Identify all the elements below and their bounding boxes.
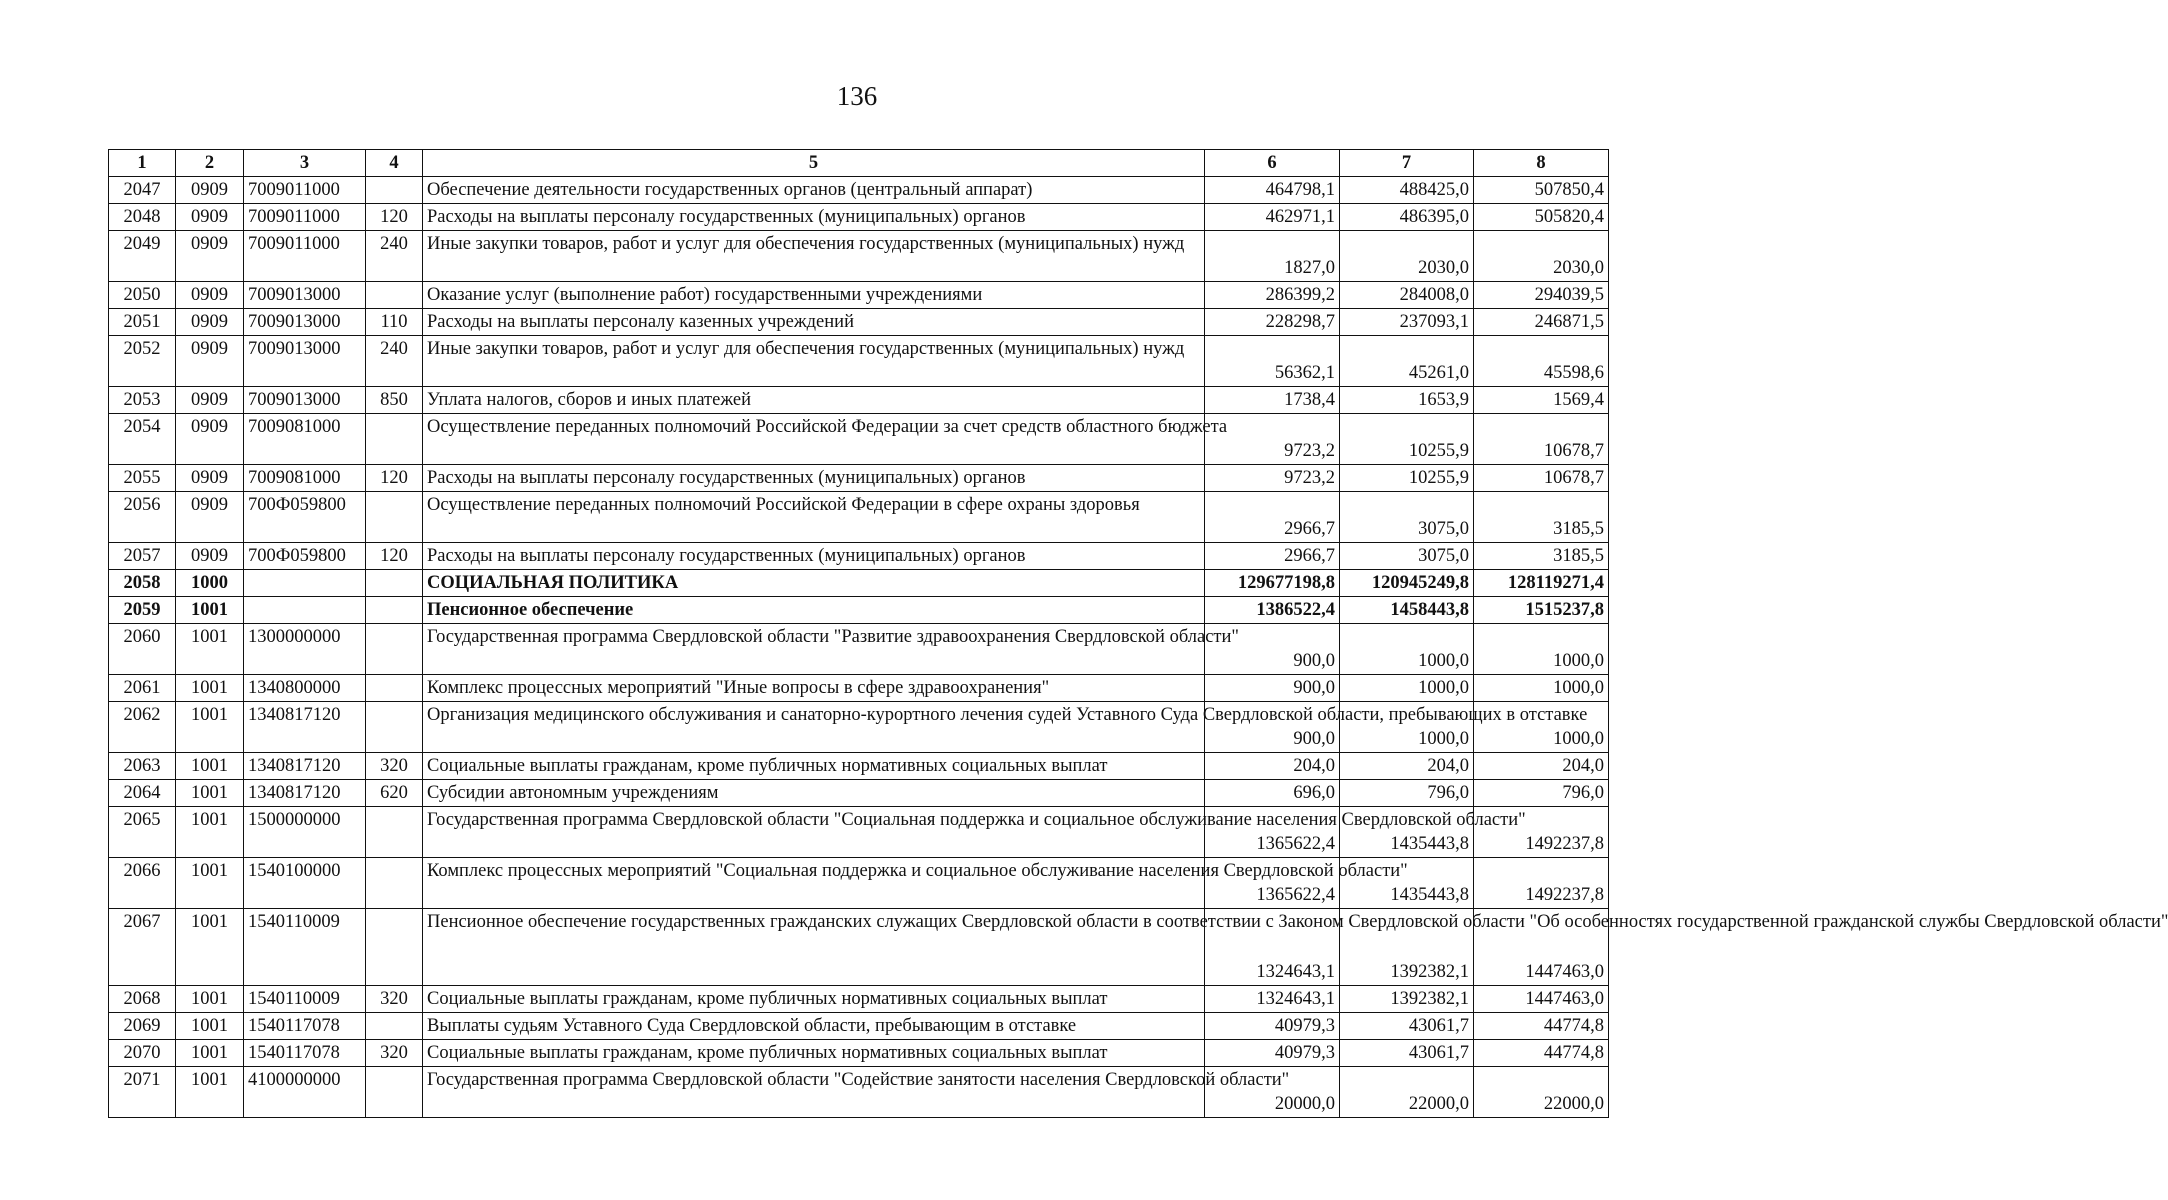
item-name-cell: Государственная программа Свердловской области "Социальная поддержка и социальное обслуживание населения Свердловской области"	[423, 807, 1205, 858]
table-row	[109, 909, 1609, 986]
amount-col7-cell: 486395,0	[1340, 204, 1474, 231]
item-name-cell: Социальные выплаты гражданам, кроме публичных нормативных социальных выплат	[423, 1040, 1205, 1067]
amount-col7-cell: 1392382,1	[1340, 909, 1474, 986]
amount-col6-cell: 228298,7	[1205, 309, 1340, 336]
amount-col7-cell: 1435443,8	[1340, 807, 1474, 858]
section-code-cell: 1001	[176, 1013, 244, 1040]
target-article-cell: 1540117078	[244, 1013, 366, 1040]
amount-col8-cell: 1447463,0	[1474, 986, 1609, 1013]
amount-col8-cell: 2030,0	[1474, 231, 1609, 282]
item-name-cell: СОЦИАЛЬНАЯ ПОЛИТИКА	[423, 570, 1205, 597]
amount-col8-cell: 44774,8	[1474, 1013, 1609, 1040]
amount-col8-cell: 3185,5	[1474, 492, 1609, 543]
amount-col7-cell: 43061,7	[1340, 1040, 1474, 1067]
amount-col7-cell: 237093,1	[1340, 309, 1474, 336]
amount-col8-cell: 10678,7	[1474, 465, 1609, 492]
amount-col7-cell: 45261,0	[1340, 336, 1474, 387]
table-row	[109, 570, 1609, 597]
column-header: 5	[423, 150, 1205, 177]
item-name-cell: Иные закупки товаров, работ и услуг для обеспечения государственных (муниципальных) нужд	[423, 231, 1205, 282]
row-number-cell: 2047	[109, 177, 176, 204]
expense-type-cell	[366, 807, 423, 858]
item-name-cell: Государственная программа Свердловской области "Развитие здравоохранения Свердловской области"	[423, 624, 1205, 675]
target-article-cell: 700Ф059800	[244, 492, 366, 543]
target-article-cell: 7009011000	[244, 231, 366, 282]
amount-col6-cell: 20000,0	[1205, 1067, 1340, 1118]
row-number-cell: 2050	[109, 282, 176, 309]
target-article-cell: 1500000000	[244, 807, 366, 858]
amount-col8-cell: 10678,7	[1474, 414, 1609, 465]
row-number-cell: 2052	[109, 336, 176, 387]
table-row	[109, 336, 1609, 387]
row-number-cell: 2048	[109, 204, 176, 231]
expense-type-cell: 240	[366, 336, 423, 387]
target-article-cell: 1540100000	[244, 858, 366, 909]
column-header: 2	[176, 150, 244, 177]
item-name-cell: Комплекс процессных мероприятий "Социальная поддержка и социальное обслуживание населения Свердловской области"	[423, 858, 1205, 909]
expense-type-cell	[366, 414, 423, 465]
column-header: 7	[1340, 150, 1474, 177]
section-code-cell: 1000	[176, 570, 244, 597]
amount-col7-cell: 1000,0	[1340, 675, 1474, 702]
section-code-cell: 1001	[176, 1040, 244, 1067]
expense-type-cell: 320	[366, 753, 423, 780]
column-header: 6	[1205, 150, 1340, 177]
amount-col6-cell: 1365622,4	[1205, 807, 1340, 858]
section-code-cell: 1001	[176, 858, 244, 909]
row-number-cell: 2053	[109, 387, 176, 414]
amount-col7-cell: 120945249,8	[1340, 570, 1474, 597]
amount-col6-cell: 1386522,4	[1205, 597, 1340, 624]
row-number-cell: 2071	[109, 1067, 176, 1118]
item-name-cell: Расходы на выплаты персоналу государственных (муниципальных) органов	[423, 543, 1205, 570]
amount-col8-cell: 128119271,4	[1474, 570, 1609, 597]
section-code-cell: 1001	[176, 807, 244, 858]
table-row	[109, 492, 1609, 543]
amount-col7-cell: 1653,9	[1340, 387, 1474, 414]
table-row	[109, 1040, 1609, 1067]
target-article-cell: 7009013000	[244, 336, 366, 387]
amount-col6-cell: 462971,1	[1205, 204, 1340, 231]
section-code-cell: 0909	[176, 492, 244, 543]
amount-col8-cell: 204,0	[1474, 753, 1609, 780]
table-row	[109, 465, 1609, 492]
section-code-cell: 0909	[176, 387, 244, 414]
expense-type-cell: 850	[366, 387, 423, 414]
item-name-cell: Осуществление переданных полномочий Российской Федерации за счет средств областного бюджета	[423, 414, 1205, 465]
amount-col8-cell: 3185,5	[1474, 543, 1609, 570]
row-number-cell: 2065	[109, 807, 176, 858]
amount-col6-cell: 40979,3	[1205, 1013, 1340, 1040]
row-number-cell: 2064	[109, 780, 176, 807]
amount-col8-cell: 507850,4	[1474, 177, 1609, 204]
expense-type-cell	[366, 1067, 423, 1118]
section-code-cell: 0909	[176, 414, 244, 465]
amount-col8-cell: 294039,5	[1474, 282, 1609, 309]
amount-col8-cell: 1000,0	[1474, 702, 1609, 753]
amount-col7-cell: 3075,0	[1340, 543, 1474, 570]
target-article-cell: 4100000000	[244, 1067, 366, 1118]
amount-col6-cell: 1827,0	[1205, 231, 1340, 282]
table-header-row	[109, 150, 1609, 177]
table-row	[109, 780, 1609, 807]
item-name-cell: Иные закупки товаров, работ и услуг для обеспечения государственных (муниципальных) нужд	[423, 336, 1205, 387]
section-code-cell: 1001	[176, 753, 244, 780]
expense-type-cell: 120	[366, 204, 423, 231]
row-number-cell: 2067	[109, 909, 176, 986]
section-code-cell: 1001	[176, 909, 244, 986]
target-article-cell: 1340800000	[244, 675, 366, 702]
target-article-cell: 7009013000	[244, 309, 366, 336]
amount-col8-cell: 796,0	[1474, 780, 1609, 807]
amount-col6-cell: 900,0	[1205, 624, 1340, 675]
target-article-cell: 7009081000	[244, 414, 366, 465]
amount-col6-cell: 204,0	[1205, 753, 1340, 780]
target-article-cell: 1540110009	[244, 986, 366, 1013]
amount-col7-cell: 1000,0	[1340, 702, 1474, 753]
section-code-cell: 0909	[176, 543, 244, 570]
section-code-cell: 0909	[176, 204, 244, 231]
row-number-cell: 2056	[109, 492, 176, 543]
amount-col8-cell: 246871,5	[1474, 309, 1609, 336]
column-header: 1	[109, 150, 176, 177]
item-name-cell: Комплекс процессных мероприятий "Иные вопросы в сфере здравоохранения"	[423, 675, 1205, 702]
section-code-cell: 1001	[176, 624, 244, 675]
amount-col7-cell: 204,0	[1340, 753, 1474, 780]
amount-col8-cell: 22000,0	[1474, 1067, 1609, 1118]
row-number-cell: 2059	[109, 597, 176, 624]
item-name-cell: Осуществление переданных полномочий Российской Федерации в сфере охраны здоровья	[423, 492, 1205, 543]
amount-col8-cell: 1000,0	[1474, 675, 1609, 702]
item-name-cell: Оказание услуг (выполнение работ) государственными учреждениями	[423, 282, 1205, 309]
section-code-cell: 1001	[176, 986, 244, 1013]
table-row	[109, 1067, 1609, 1118]
table-row	[109, 414, 1609, 465]
amount-col6-cell: 40979,3	[1205, 1040, 1340, 1067]
row-number-cell: 2051	[109, 309, 176, 336]
section-code-cell: 0909	[176, 309, 244, 336]
target-article-cell: 7009011000	[244, 177, 366, 204]
target-article-cell: 1540117078	[244, 1040, 366, 1067]
amount-col7-cell: 3075,0	[1340, 492, 1474, 543]
column-header: 8	[1474, 150, 1609, 177]
amount-col7-cell: 43061,7	[1340, 1013, 1474, 1040]
expense-type-cell	[366, 909, 423, 986]
row-number-cell: 2068	[109, 986, 176, 1013]
section-code-cell: 1001	[176, 675, 244, 702]
section-code-cell: 0909	[176, 177, 244, 204]
row-number-cell: 2057	[109, 543, 176, 570]
table-row	[109, 702, 1609, 753]
section-code-cell: 1001	[176, 780, 244, 807]
section-code-cell: 0909	[176, 465, 244, 492]
target-article-cell	[244, 570, 366, 597]
amount-col8-cell: 1492237,8	[1474, 858, 1609, 909]
amount-col6-cell: 900,0	[1205, 675, 1340, 702]
amount-col7-cell: 284008,0	[1340, 282, 1474, 309]
item-name-cell: Социальные выплаты гражданам, кроме публичных нормативных социальных выплат	[423, 986, 1205, 1013]
item-name-cell: Расходы на выплаты персоналу государственных (муниципальных) органов	[423, 465, 1205, 492]
target-article-cell: 1340817120	[244, 753, 366, 780]
row-number-cell: 2058	[109, 570, 176, 597]
table-body	[109, 177, 2168, 1118]
table-row	[109, 858, 1609, 909]
amount-col7-cell: 796,0	[1340, 780, 1474, 807]
column-header: 3	[244, 150, 366, 177]
row-number-cell: 2063	[109, 753, 176, 780]
amount-col7-cell: 1435443,8	[1340, 858, 1474, 909]
amount-col6-cell: 2966,7	[1205, 543, 1340, 570]
section-code-cell: 0909	[176, 336, 244, 387]
amount-col8-cell: 44774,8	[1474, 1040, 1609, 1067]
table-row	[109, 1013, 1609, 1040]
target-article-cell: 7009081000	[244, 465, 366, 492]
amount-col6-cell: 129677198,8	[1205, 570, 1340, 597]
amount-col6-cell: 696,0	[1205, 780, 1340, 807]
amount-col6-cell: 9723,2	[1205, 465, 1340, 492]
amount-col7-cell: 2030,0	[1340, 231, 1474, 282]
amount-col7-cell: 1458443,8	[1340, 597, 1474, 624]
expense-type-cell: 110	[366, 309, 423, 336]
amount-col8-cell: 1515237,8	[1474, 597, 1609, 624]
expense-type-cell	[366, 624, 423, 675]
expense-type-cell: 320	[366, 1040, 423, 1067]
expense-type-cell	[366, 177, 423, 204]
expense-type-cell: 320	[366, 986, 423, 1013]
table-row	[109, 753, 1609, 780]
item-name-cell: Социальные выплаты гражданам, кроме публичных нормативных социальных выплат	[423, 753, 1205, 780]
amount-col6-cell: 1738,4	[1205, 387, 1340, 414]
amount-col7-cell: 488425,0	[1340, 177, 1474, 204]
amount-col7-cell: 1392382,1	[1340, 986, 1474, 1013]
row-number-cell: 2070	[109, 1040, 176, 1067]
target-article-cell: 1340817120	[244, 702, 366, 753]
amount-col7-cell: 10255,9	[1340, 465, 1474, 492]
amount-col7-cell: 10255,9	[1340, 414, 1474, 465]
expense-type-cell: 120	[366, 465, 423, 492]
amount-col8-cell: 1492237,8	[1474, 807, 1609, 858]
amount-col6-cell: 56362,1	[1205, 336, 1340, 387]
row-number-cell: 2054	[109, 414, 176, 465]
target-article-cell: 1300000000	[244, 624, 366, 675]
amount-col6-cell: 9723,2	[1205, 414, 1340, 465]
amount-col6-cell: 464798,1	[1205, 177, 1340, 204]
item-name-cell: Расходы на выплаты персоналу государственных (муниципальных) органов	[423, 204, 1205, 231]
table-row	[109, 282, 1609, 309]
item-name-cell: Субсидии автономным учреждениям	[423, 780, 1205, 807]
row-number-cell: 2069	[109, 1013, 176, 1040]
item-name-cell: Государственная программа Свердловской области "Содействие занятости населения Свердловской области"	[423, 1067, 1205, 1118]
item-name-cell: Пенсионное обеспечение	[423, 597, 1205, 624]
section-code-cell: 1001	[176, 702, 244, 753]
amount-col7-cell: 1000,0	[1340, 624, 1474, 675]
amount-col6-cell: 2966,7	[1205, 492, 1340, 543]
amount-col8-cell: 1569,4	[1474, 387, 1609, 414]
expense-type-cell: 120	[366, 543, 423, 570]
expense-type-cell: 240	[366, 231, 423, 282]
row-number-cell: 2060	[109, 624, 176, 675]
amount-col6-cell: 286399,2	[1205, 282, 1340, 309]
expense-type-cell	[366, 570, 423, 597]
expense-type-cell	[366, 702, 423, 753]
table-row	[109, 204, 1609, 231]
budget-table	[108, 149, 2168, 1118]
amount-col7-cell: 22000,0	[1340, 1067, 1474, 1118]
amount-col8-cell: 45598,6	[1474, 336, 1609, 387]
row-number-cell: 2061	[109, 675, 176, 702]
item-name-cell: Пенсионное обеспечение государственных гражданских служащих Свердловской области в соответствии с Законом Свердловской области "Об особенностях государственной гражданской службы Свердловской области"	[423, 909, 1205, 986]
target-article-cell: 7009011000	[244, 204, 366, 231]
table-row	[109, 624, 1609, 675]
table-row	[109, 597, 1609, 624]
section-code-cell: 1001	[176, 1067, 244, 1118]
target-article-cell: 1340817120	[244, 780, 366, 807]
row-number-cell: 2049	[109, 231, 176, 282]
section-code-cell: 0909	[176, 282, 244, 309]
table-row	[109, 675, 1609, 702]
item-name-cell: Расходы на выплаты персоналу казенных учреждений	[423, 309, 1205, 336]
amount-col6-cell: 1365622,4	[1205, 858, 1340, 909]
column-header: 4	[366, 150, 423, 177]
table-row	[109, 986, 1609, 1013]
target-article-cell: 7009013000	[244, 387, 366, 414]
table-row	[109, 309, 1609, 336]
amount-col8-cell: 1447463,0	[1474, 909, 1609, 986]
table-row	[109, 807, 1609, 858]
expense-type-cell	[366, 282, 423, 309]
section-code-cell: 0909	[176, 231, 244, 282]
table-row	[109, 231, 1609, 282]
expense-type-cell: 620	[366, 780, 423, 807]
target-article-cell: 7009013000	[244, 282, 366, 309]
expense-type-cell	[366, 1013, 423, 1040]
amount-col8-cell: 1000,0	[1474, 624, 1609, 675]
item-name-cell: Выплаты судьям Уставного Суда Свердловской области, пребывающим в отставке	[423, 1013, 1205, 1040]
table-row	[109, 177, 1609, 204]
item-name-cell: Организация медицинского обслуживания и санаторно-курортного лечения судей Уставного Суда Свердловской области, пребывающих в отставке	[423, 702, 1205, 753]
target-article-cell	[244, 597, 366, 624]
item-name-cell: Обеспечение деятельности государственных органов (центральный аппарат)	[423, 177, 1205, 204]
amount-col8-cell: 505820,4	[1474, 204, 1609, 231]
amount-col6-cell: 1324643,1	[1205, 986, 1340, 1013]
row-number-cell: 2066	[109, 858, 176, 909]
item-name-cell: Уплата налогов, сборов и иных платежей	[423, 387, 1205, 414]
amount-col6-cell: 1324643,1	[1205, 909, 1340, 986]
page-number: 136	[836, 81, 878, 111]
table-row	[109, 387, 1609, 414]
row-number-cell: 2062	[109, 702, 176, 753]
amount-col6-cell: 900,0	[1205, 702, 1340, 753]
expense-type-cell	[366, 858, 423, 909]
table-row	[109, 543, 1609, 570]
expense-type-cell	[366, 492, 423, 543]
target-article-cell: 700Ф059800	[244, 543, 366, 570]
expense-type-cell	[366, 597, 423, 624]
row-number-cell: 2055	[109, 465, 176, 492]
section-code-cell: 1001	[176, 597, 244, 624]
expense-type-cell	[366, 675, 423, 702]
target-article-cell: 1540110009	[244, 909, 366, 986]
